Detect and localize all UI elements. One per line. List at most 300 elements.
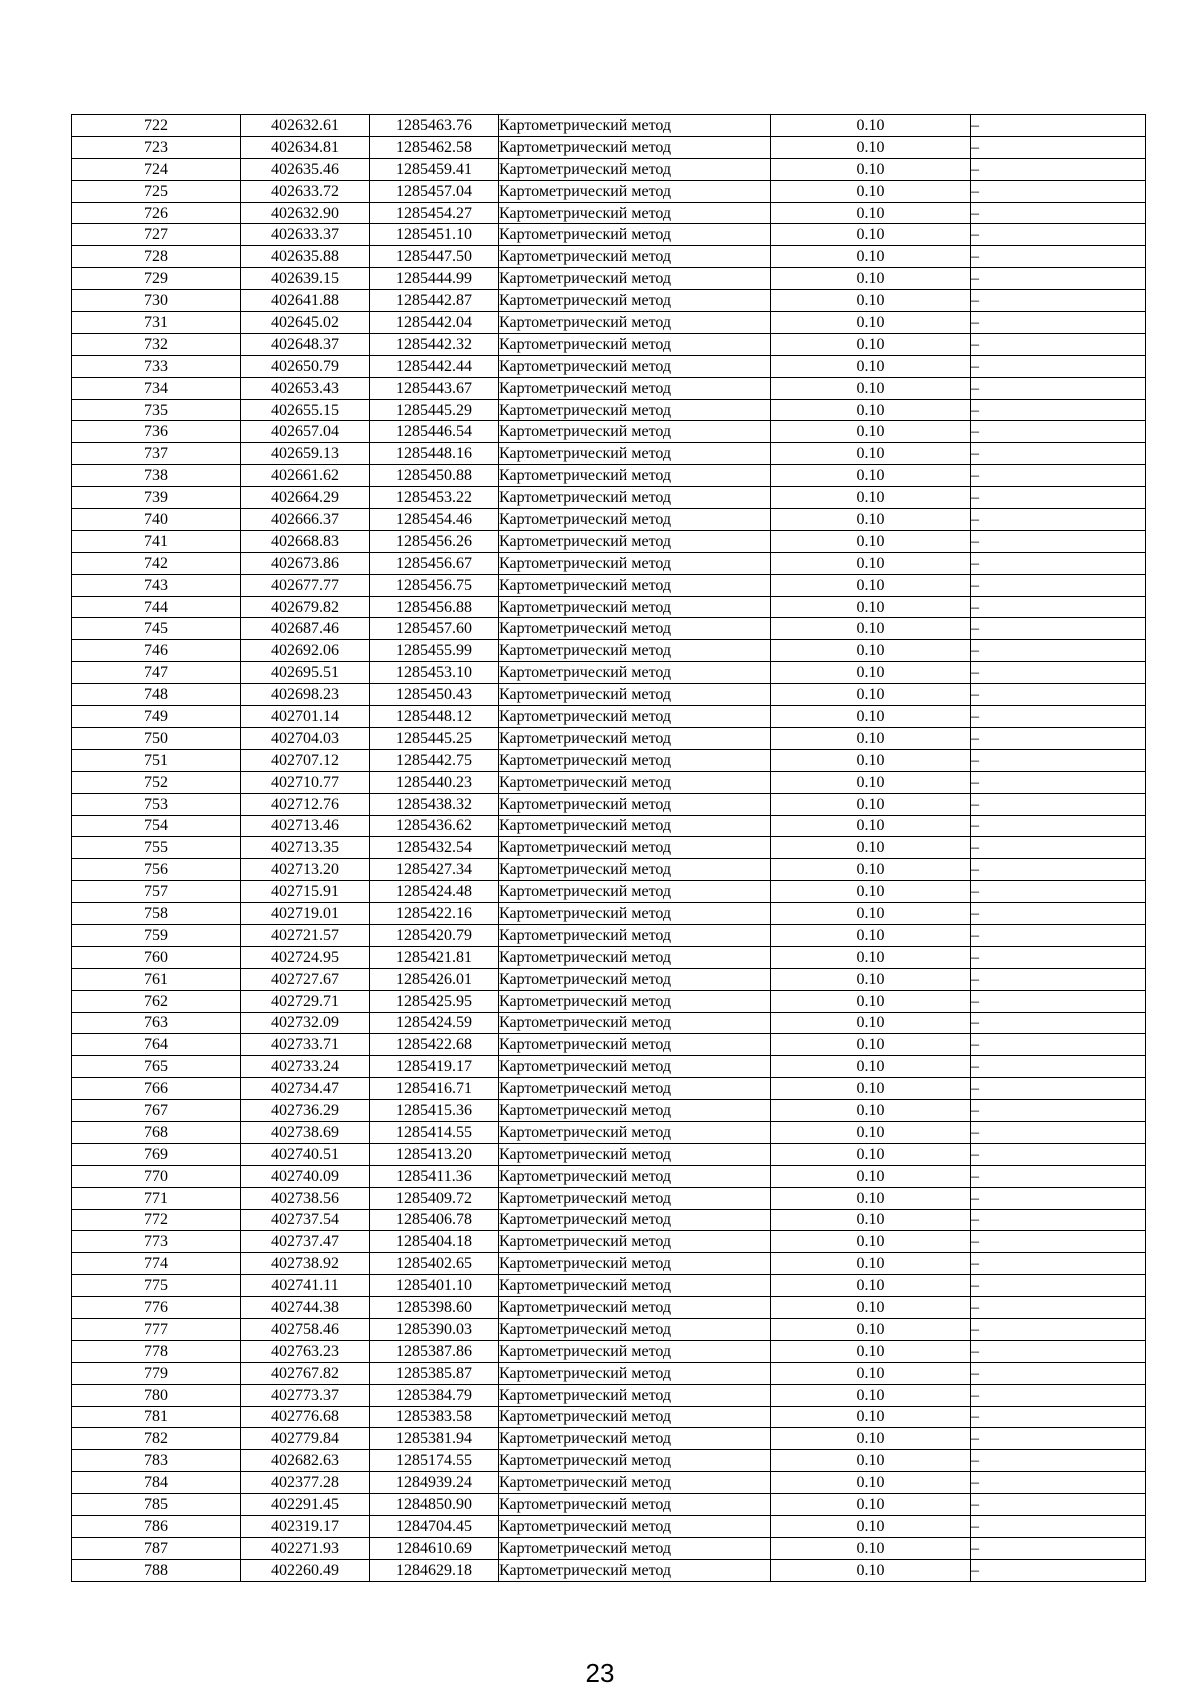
table-row	[72, 771, 1146, 793]
accuracy-cell: 0.10	[771, 1100, 971, 1122]
method-cell: Картометрический метод	[499, 509, 771, 531]
y-coordinate-cell: 1285448.16	[370, 443, 499, 465]
table-row	[72, 1056, 1146, 1078]
accuracy-cell: 0.10	[771, 924, 971, 946]
y-coordinate-cell: 1285421.81	[370, 946, 499, 968]
description-cell: –	[971, 377, 1146, 399]
description-cell: –	[971, 1034, 1146, 1056]
x-coordinate-cell: 402319.17	[241, 1516, 370, 1538]
x-coordinate-cell: 402653.43	[241, 377, 370, 399]
point-number-cell: 770	[72, 1165, 241, 1187]
method-cell: Картометрический метод	[499, 1078, 771, 1100]
description-cell: –	[971, 136, 1146, 158]
x-coordinate-cell: 402377.28	[241, 1472, 370, 1494]
x-coordinate-cell: 402650.79	[241, 355, 370, 377]
point-number-cell: 754	[72, 815, 241, 837]
y-coordinate-cell: 1285424.48	[370, 881, 499, 903]
y-coordinate-cell: 1284704.45	[370, 1516, 499, 1538]
x-coordinate-cell: 402736.29	[241, 1100, 370, 1122]
method-cell: Картометрический метод	[499, 771, 771, 793]
point-number-cell: 788	[72, 1559, 241, 1581]
description-cell: –	[971, 399, 1146, 421]
y-coordinate-cell: 1285455.99	[370, 640, 499, 662]
accuracy-cell: 0.10	[771, 706, 971, 728]
y-coordinate-cell: 1285442.04	[370, 312, 499, 334]
table-row	[72, 924, 1146, 946]
description-cell: –	[971, 158, 1146, 180]
x-coordinate-cell: 402692.06	[241, 640, 370, 662]
y-coordinate-cell: 1285456.67	[370, 552, 499, 574]
method-cell: Картометрический метод	[499, 1472, 771, 1494]
accuracy-cell: 0.10	[771, 509, 971, 531]
point-number-cell: 745	[72, 618, 241, 640]
point-number-cell: 763	[72, 1012, 241, 1034]
x-coordinate-cell: 402740.51	[241, 1143, 370, 1165]
accuracy-cell: 0.10	[771, 662, 971, 684]
point-number-cell: 743	[72, 574, 241, 596]
y-coordinate-cell: 1285454.27	[370, 202, 499, 224]
y-coordinate-cell: 1285381.94	[370, 1428, 499, 1450]
x-coordinate-cell: 402732.09	[241, 1012, 370, 1034]
accuracy-cell: 0.10	[771, 1165, 971, 1187]
x-coordinate-cell: 402664.29	[241, 487, 370, 509]
method-cell: Картометрический метод	[499, 1494, 771, 1516]
method-cell: Картометрический метод	[499, 574, 771, 596]
y-coordinate-cell: 1285385.87	[370, 1362, 499, 1384]
method-cell: Картометрический метод	[499, 903, 771, 925]
method-cell: Картометрический метод	[499, 990, 771, 1012]
method-cell: Картометрический метод	[499, 377, 771, 399]
y-coordinate-cell: 1285432.54	[370, 837, 499, 859]
description-cell: –	[971, 1472, 1146, 1494]
description-cell: –	[971, 1231, 1146, 1253]
point-number-cell: 750	[72, 727, 241, 749]
accuracy-cell: 0.10	[771, 377, 971, 399]
method-cell: Картометрический метод	[499, 1275, 771, 1297]
accuracy-cell: 0.10	[771, 355, 971, 377]
x-coordinate-cell: 402724.95	[241, 946, 370, 968]
description-cell: –	[971, 1428, 1146, 1450]
method-cell: Картометрический метод	[499, 684, 771, 706]
y-coordinate-cell: 1285413.20	[370, 1143, 499, 1165]
x-coordinate-cell: 402633.37	[241, 224, 370, 246]
y-coordinate-cell: 1285409.72	[370, 1187, 499, 1209]
table-row	[72, 1275, 1146, 1297]
y-coordinate-cell: 1285427.34	[370, 859, 499, 881]
x-coordinate-cell: 402677.77	[241, 574, 370, 596]
method-cell: Картометрический метод	[499, 1450, 771, 1472]
accuracy-cell: 0.10	[771, 1362, 971, 1384]
y-coordinate-cell: 1285442.87	[370, 290, 499, 312]
point-number-cell: 722	[72, 115, 241, 137]
table-row	[72, 596, 1146, 618]
method-cell: Картометрический метод	[499, 662, 771, 684]
x-coordinate-cell: 402695.51	[241, 662, 370, 684]
description-cell: –	[971, 924, 1146, 946]
point-number-cell: 752	[72, 771, 241, 793]
method-cell: Картометрический метод	[499, 1034, 771, 1056]
method-cell: Картометрический метод	[499, 333, 771, 355]
method-cell: Картометрический метод	[499, 487, 771, 509]
description-cell: –	[971, 290, 1146, 312]
table-row	[72, 552, 1146, 574]
x-coordinate-cell: 402633.72	[241, 180, 370, 202]
x-coordinate-cell: 402645.02	[241, 312, 370, 334]
description-cell: –	[971, 903, 1146, 925]
method-cell: Картометрический метод	[499, 924, 771, 946]
description-cell: –	[971, 1450, 1146, 1472]
y-coordinate-cell: 1285422.16	[370, 903, 499, 925]
point-number-cell: 755	[72, 837, 241, 859]
description-cell: –	[971, 552, 1146, 574]
accuracy-cell: 0.10	[771, 1121, 971, 1143]
description-cell: –	[971, 706, 1146, 728]
point-number-cell: 738	[72, 465, 241, 487]
y-coordinate-cell: 1285456.75	[370, 574, 499, 596]
x-coordinate-cell: 402744.38	[241, 1297, 370, 1319]
x-coordinate-cell: 402773.37	[241, 1384, 370, 1406]
accuracy-cell: 0.10	[771, 1297, 971, 1319]
y-coordinate-cell: 1285453.22	[370, 487, 499, 509]
table-row	[72, 662, 1146, 684]
accuracy-cell: 0.10	[771, 552, 971, 574]
point-number-cell: 741	[72, 530, 241, 552]
y-coordinate-cell: 1285420.79	[370, 924, 499, 946]
method-cell: Картометрический метод	[499, 968, 771, 990]
description-cell: –	[971, 312, 1146, 334]
y-coordinate-cell: 1285451.10	[370, 224, 499, 246]
description-cell: –	[971, 1253, 1146, 1275]
accuracy-cell: 0.10	[771, 136, 971, 158]
description-cell: –	[971, 1100, 1146, 1122]
point-number-cell: 744	[72, 596, 241, 618]
method-cell: Картометрический метод	[499, 859, 771, 881]
x-coordinate-cell: 402740.09	[241, 1165, 370, 1187]
table-row	[72, 1340, 1146, 1362]
accuracy-cell: 0.10	[771, 224, 971, 246]
y-coordinate-cell: 1285459.41	[370, 158, 499, 180]
table-row	[72, 1253, 1146, 1275]
table-row	[72, 1472, 1146, 1494]
coordinates-table	[71, 114, 1146, 1582]
accuracy-cell: 0.10	[771, 859, 971, 881]
accuracy-cell: 0.10	[771, 333, 971, 355]
x-coordinate-cell: 402701.14	[241, 706, 370, 728]
table-row	[72, 618, 1146, 640]
accuracy-cell: 0.10	[771, 1472, 971, 1494]
accuracy-cell: 0.10	[771, 749, 971, 771]
accuracy-cell: 0.10	[771, 268, 971, 290]
description-cell: –	[971, 859, 1146, 881]
description-cell: –	[971, 487, 1146, 509]
method-cell: Картометрический метод	[499, 946, 771, 968]
method-cell: Картометрический метод	[499, 465, 771, 487]
point-number-cell: 724	[72, 158, 241, 180]
accuracy-cell: 0.10	[771, 465, 971, 487]
table-row	[72, 1100, 1146, 1122]
y-coordinate-cell: 1285416.71	[370, 1078, 499, 1100]
method-cell: Картометрический метод	[499, 1516, 771, 1538]
accuracy-cell: 0.10	[771, 881, 971, 903]
table-row	[72, 1209, 1146, 1231]
table-row	[72, 246, 1146, 268]
x-coordinate-cell: 402634.81	[241, 136, 370, 158]
method-cell: Картометрический метод	[499, 1253, 771, 1275]
table-row	[72, 1297, 1146, 1319]
coordinates-table-body	[72, 115, 1146, 1582]
x-coordinate-cell: 402641.88	[241, 290, 370, 312]
point-number-cell: 733	[72, 355, 241, 377]
point-number-cell: 723	[72, 136, 241, 158]
table-row	[72, 202, 1146, 224]
table-row	[72, 312, 1146, 334]
accuracy-cell: 0.10	[771, 443, 971, 465]
x-coordinate-cell: 402655.15	[241, 399, 370, 421]
table-row	[72, 268, 1146, 290]
x-coordinate-cell: 402271.93	[241, 1537, 370, 1559]
method-cell: Картометрический метод	[499, 530, 771, 552]
method-cell: Картометрический метод	[499, 552, 771, 574]
page-number: 23	[585, 1658, 615, 1688]
description-cell: –	[971, 1384, 1146, 1406]
y-coordinate-cell: 1285448.12	[370, 706, 499, 728]
description-cell: –	[971, 793, 1146, 815]
description-cell: –	[971, 1516, 1146, 1538]
accuracy-cell: 0.10	[771, 399, 971, 421]
table-row	[72, 530, 1146, 552]
method-cell: Картометрический метод	[499, 640, 771, 662]
method-cell: Картометрический метод	[499, 793, 771, 815]
table-row	[72, 443, 1146, 465]
table-row	[72, 990, 1146, 1012]
method-cell: Картометрический метод	[499, 443, 771, 465]
table-row	[72, 1428, 1146, 1450]
table-row	[72, 1362, 1146, 1384]
y-coordinate-cell: 1285445.29	[370, 399, 499, 421]
description-cell: –	[971, 333, 1146, 355]
description-cell: –	[971, 771, 1146, 793]
table-row	[72, 377, 1146, 399]
y-coordinate-cell: 1285406.78	[370, 1209, 499, 1231]
y-coordinate-cell: 1285398.60	[370, 1297, 499, 1319]
y-coordinate-cell: 1285419.17	[370, 1056, 499, 1078]
x-coordinate-cell: 402738.56	[241, 1187, 370, 1209]
y-coordinate-cell: 1285456.26	[370, 530, 499, 552]
x-coordinate-cell: 402687.46	[241, 618, 370, 640]
x-coordinate-cell: 402738.92	[241, 1253, 370, 1275]
x-coordinate-cell: 402682.63	[241, 1450, 370, 1472]
table-row	[72, 1231, 1146, 1253]
method-cell: Картометрический метод	[499, 1537, 771, 1559]
method-cell: Картометрический метод	[499, 1406, 771, 1428]
method-cell: Картометрический метод	[499, 312, 771, 334]
accuracy-cell: 0.10	[771, 1231, 971, 1253]
point-number-cell: 782	[72, 1428, 241, 1450]
y-coordinate-cell: 1285440.23	[370, 771, 499, 793]
y-coordinate-cell: 1285422.68	[370, 1034, 499, 1056]
accuracy-cell: 0.10	[771, 771, 971, 793]
table-row	[72, 465, 1146, 487]
point-number-cell: 775	[72, 1275, 241, 1297]
x-coordinate-cell: 402779.84	[241, 1428, 370, 1450]
point-number-cell: 778	[72, 1340, 241, 1362]
accuracy-cell: 0.10	[771, 1253, 971, 1275]
description-cell: –	[971, 224, 1146, 246]
method-cell: Картометрический метод	[499, 115, 771, 137]
point-number-cell: 776	[72, 1297, 241, 1319]
table-row	[72, 333, 1146, 355]
x-coordinate-cell: 402666.37	[241, 509, 370, 531]
method-cell: Картометрический метод	[499, 421, 771, 443]
table-row	[72, 115, 1146, 137]
point-number-cell: 758	[72, 903, 241, 925]
y-coordinate-cell: 1285442.32	[370, 333, 499, 355]
table-row	[72, 1516, 1146, 1538]
description-cell: –	[971, 1297, 1146, 1319]
point-number-cell: 728	[72, 246, 241, 268]
accuracy-cell: 0.10	[771, 1537, 971, 1559]
point-number-cell: 762	[72, 990, 241, 1012]
y-coordinate-cell: 1285444.99	[370, 268, 499, 290]
accuracy-cell: 0.10	[771, 815, 971, 837]
description-cell: –	[971, 1362, 1146, 1384]
description-cell: –	[971, 749, 1146, 771]
accuracy-cell: 0.10	[771, 946, 971, 968]
x-coordinate-cell: 402635.46	[241, 158, 370, 180]
y-coordinate-cell: 1285404.18	[370, 1231, 499, 1253]
description-cell: –	[971, 968, 1146, 990]
accuracy-cell: 0.10	[771, 1078, 971, 1100]
accuracy-cell: 0.10	[771, 684, 971, 706]
x-coordinate-cell: 402707.12	[241, 749, 370, 771]
table-row	[72, 706, 1146, 728]
description-cell: –	[971, 1275, 1146, 1297]
description-cell: –	[971, 990, 1146, 1012]
accuracy-cell: 0.10	[771, 1494, 971, 1516]
point-number-cell: 759	[72, 924, 241, 946]
method-cell: Картометрический метод	[499, 268, 771, 290]
point-number-cell: 737	[72, 443, 241, 465]
table-row	[72, 136, 1146, 158]
point-number-cell: 748	[72, 684, 241, 706]
description-cell: –	[971, 355, 1146, 377]
table-row	[72, 1384, 1146, 1406]
point-number-cell: 781	[72, 1406, 241, 1428]
x-coordinate-cell: 402639.15	[241, 268, 370, 290]
x-coordinate-cell: 402734.47	[241, 1078, 370, 1100]
table-row	[72, 1537, 1146, 1559]
point-number-cell: 732	[72, 333, 241, 355]
method-cell: Картометрический метод	[499, 1165, 771, 1187]
table-row	[72, 1121, 1146, 1143]
method-cell: Картометрический метод	[499, 224, 771, 246]
y-coordinate-cell: 1285443.67	[370, 377, 499, 399]
description-cell: –	[971, 574, 1146, 596]
x-coordinate-cell: 402776.68	[241, 1406, 370, 1428]
method-cell: Картометрический метод	[499, 246, 771, 268]
y-coordinate-cell: 1285387.86	[370, 1340, 499, 1362]
accuracy-cell: 0.10	[771, 1516, 971, 1538]
description-cell: –	[971, 596, 1146, 618]
accuracy-cell: 0.10	[771, 202, 971, 224]
x-coordinate-cell: 402291.45	[241, 1494, 370, 1516]
y-coordinate-cell: 1285425.95	[370, 990, 499, 1012]
method-cell: Картометрический метод	[499, 618, 771, 640]
description-cell: –	[971, 1209, 1146, 1231]
accuracy-cell: 0.10	[771, 1318, 971, 1340]
accuracy-cell: 0.10	[771, 1056, 971, 1078]
y-coordinate-cell: 1285446.54	[370, 421, 499, 443]
accuracy-cell: 0.10	[771, 115, 971, 137]
description-cell: –	[971, 1012, 1146, 1034]
accuracy-cell: 0.10	[771, 1559, 971, 1581]
method-cell: Картометрический метод	[499, 1384, 771, 1406]
method-cell: Картометрический метод	[499, 158, 771, 180]
y-coordinate-cell: 1285447.50	[370, 246, 499, 268]
y-coordinate-cell: 1285384.79	[370, 1384, 499, 1406]
y-coordinate-cell: 1285426.01	[370, 968, 499, 990]
description-cell: –	[971, 1165, 1146, 1187]
table-row	[72, 574, 1146, 596]
table-row	[72, 421, 1146, 443]
table-row	[72, 968, 1146, 990]
table-row	[72, 837, 1146, 859]
table-row	[72, 1494, 1146, 1516]
method-cell: Картометрический метод	[499, 180, 771, 202]
description-cell: –	[971, 202, 1146, 224]
table-row	[72, 487, 1146, 509]
table-row	[72, 399, 1146, 421]
y-coordinate-cell: 1285457.60	[370, 618, 499, 640]
method-cell: Картометрический метод	[499, 136, 771, 158]
x-coordinate-cell: 402704.03	[241, 727, 370, 749]
method-cell: Картометрический метод	[499, 290, 771, 312]
x-coordinate-cell: 402661.62	[241, 465, 370, 487]
y-coordinate-cell: 1285445.25	[370, 727, 499, 749]
description-cell: –	[971, 1078, 1146, 1100]
description-cell: –	[971, 618, 1146, 640]
method-cell: Картометрический метод	[499, 1187, 771, 1209]
point-number-cell: 783	[72, 1450, 241, 1472]
x-coordinate-cell: 402657.04	[241, 421, 370, 443]
accuracy-cell: 0.10	[771, 1034, 971, 1056]
y-coordinate-cell: 1285453.10	[370, 662, 499, 684]
point-number-cell: 756	[72, 859, 241, 881]
point-number-cell: 774	[72, 1253, 241, 1275]
description-cell: –	[971, 946, 1146, 968]
description-cell: –	[971, 1559, 1146, 1581]
table-row	[72, 684, 1146, 706]
x-coordinate-cell: 402712.76	[241, 793, 370, 815]
description-cell: –	[971, 881, 1146, 903]
y-coordinate-cell: 1285457.04	[370, 180, 499, 202]
description-cell: –	[971, 815, 1146, 837]
point-number-cell: 760	[72, 946, 241, 968]
accuracy-cell: 0.10	[771, 421, 971, 443]
x-coordinate-cell: 402721.57	[241, 924, 370, 946]
y-coordinate-cell: 1284939.24	[370, 1472, 499, 1494]
accuracy-cell: 0.10	[771, 990, 971, 1012]
table-row	[72, 180, 1146, 202]
x-coordinate-cell: 402710.77	[241, 771, 370, 793]
table-row	[72, 815, 1146, 837]
y-coordinate-cell: 1285401.10	[370, 1275, 499, 1297]
x-coordinate-cell: 402632.90	[241, 202, 370, 224]
accuracy-cell: 0.10	[771, 246, 971, 268]
accuracy-cell: 0.10	[771, 837, 971, 859]
y-coordinate-cell: 1285438.32	[370, 793, 499, 815]
y-coordinate-cell: 1285411.36	[370, 1165, 499, 1187]
